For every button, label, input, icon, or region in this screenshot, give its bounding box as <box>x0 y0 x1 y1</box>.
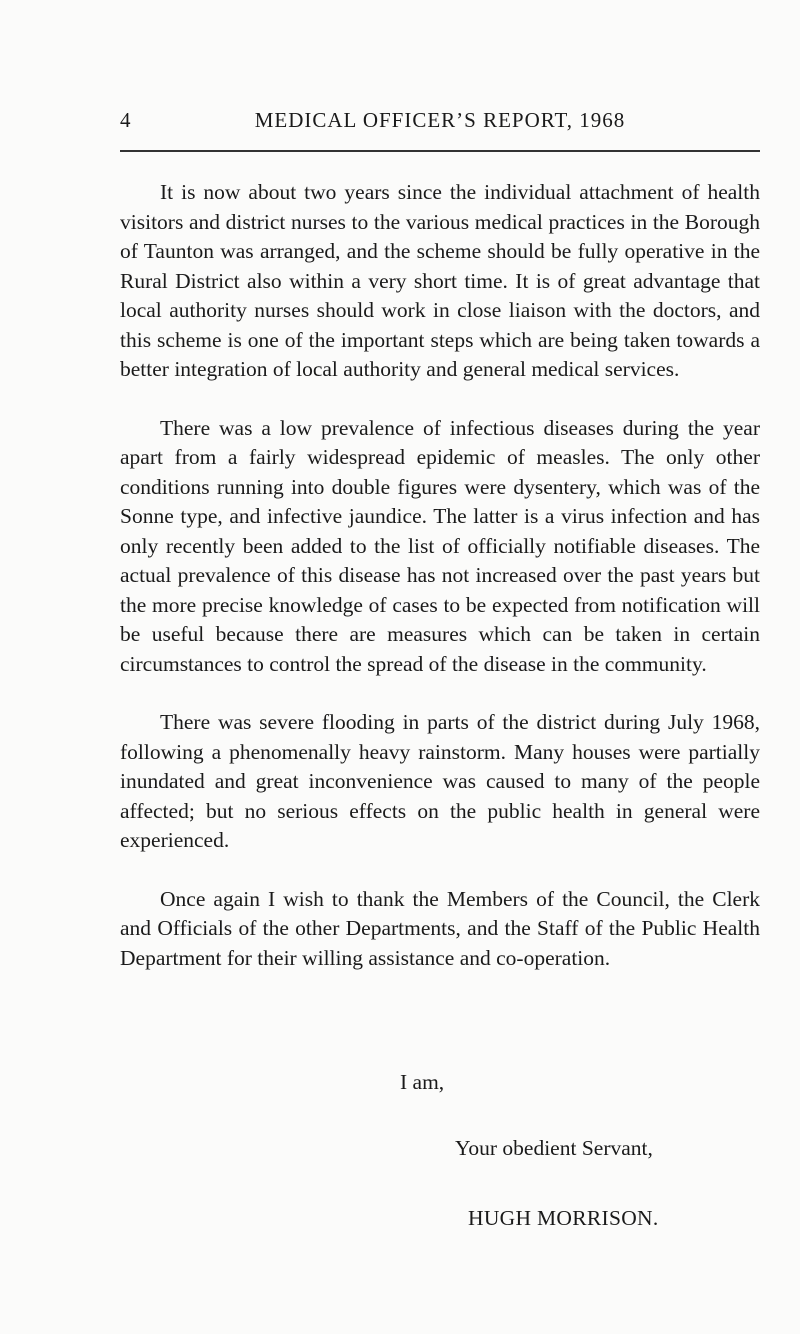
report-body <box>120 178 760 1002</box>
closing-salutation: I am, <box>400 1070 445 1094</box>
paragraph-flooding: There was severe flooding in parts of the district during July 1968, following a phenomenally heavy rainstorm. Many houses were partially inundated and great inconvenience was caused to many of the people affected; but no serious effects on the public health in general were experienced. <box>120 710 760 852</box>
signature-name: HUGH MORRISON. <box>468 1206 659 1230</box>
paragraph-health-visitors: It is now about two years since the individual attachment of health visitors and district nurses to the various medical practices in the Borough of Taunton was arranged, and the scheme should be fully operative in the Rural District also within a very short time. It is of great advantage that local authority nurses should work in close liaison with the doctors, and this scheme is one of the important steps which are being taken towards a better integration of local authority and general medical services. <box>120 180 760 381</box>
closing-valediction: Your obedient Servant, <box>455 1136 653 1160</box>
page-number: 4 <box>120 108 131 132</box>
paragraph-infectious-diseases: There was a low prevalence of infectious diseases during the year apart from a fairly widespread epidemic of measles. The only other conditions running into double figures were dysentery, which was of the Sonne type, and infective jaundice. The latter is a virus infection and has only recently been added to the list of officially notifiable diseases. The actual prevalence of this disease has not increased over the past years but the more precise knowledge of cases to be expected from notification will be useful because there are measures which can be taken in certain circumstances to control the spread of the disease in the community. <box>120 415 760 676</box>
running-title: MEDICAL OFFICER’S REPORT, 1968 <box>254 108 626 132</box>
paragraph-thanks: Once again I wish to thank the Members of the Council, the Clerk and Officials of the other Departments, and the Staff of the Public Health Department for their willing assistance and co-operation. <box>120 886 760 970</box>
header-divider <box>120 150 760 152</box>
page-header <box>120 108 760 148</box>
